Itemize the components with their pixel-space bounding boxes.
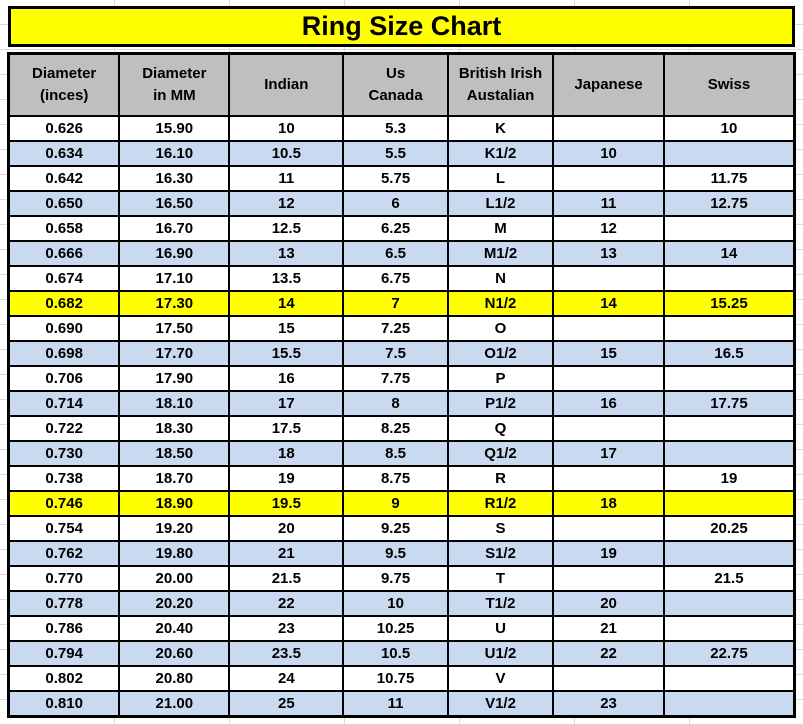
table-row	[9, 541, 795, 566]
table-cell: 11	[553, 191, 664, 216]
table-cell: 15.5	[229, 341, 343, 366]
table-row	[9, 141, 795, 166]
table-cell: 19.5	[229, 491, 343, 516]
table-cell: 0.650	[9, 191, 120, 216]
table-cell: 14	[664, 241, 795, 266]
table-cell	[553, 166, 664, 191]
table-cell	[553, 116, 664, 141]
table-cell: 15	[229, 316, 343, 341]
table-cell: O1/2	[448, 341, 553, 366]
table-cell: N1/2	[448, 291, 553, 316]
table-cell: 0.746	[9, 491, 120, 516]
table-cell: 0.658	[9, 216, 120, 241]
table-cell: 16.30	[119, 166, 229, 191]
table-cell: 0.770	[9, 566, 120, 591]
table-cell: 17	[553, 441, 664, 466]
table-cell: 10.25	[343, 616, 448, 641]
table-cell: Q	[448, 416, 553, 441]
table-cell: 8.25	[343, 416, 448, 441]
table-cell: 6.5	[343, 241, 448, 266]
column-header-line: British Irish	[458, 65, 543, 83]
table-cell: 20	[553, 591, 664, 616]
table-row	[9, 691, 795, 717]
table-row	[9, 616, 795, 641]
column-header-line: Swiss	[707, 76, 751, 94]
table-cell: 23	[553, 691, 664, 717]
table-cell	[664, 691, 795, 717]
table-cell: 11	[229, 166, 343, 191]
column-header	[664, 54, 795, 117]
table-cell: 0.778	[9, 591, 120, 616]
table-cell	[664, 591, 795, 616]
table-cell: 20	[229, 516, 343, 541]
table-cell: 18	[553, 491, 664, 516]
table-row	[9, 191, 795, 216]
table-cell: 17.70	[119, 341, 229, 366]
table-cell: 16	[229, 366, 343, 391]
ring-size-table	[7, 52, 796, 718]
table-cell: 5.5	[343, 141, 448, 166]
column-header-line: Diameter	[142, 65, 207, 83]
column-header	[9, 54, 120, 117]
table-cell: 10	[343, 591, 448, 616]
table-cell: 10	[553, 141, 664, 166]
table-cell: 17.10	[119, 266, 229, 291]
column-header-line: Austalian	[466, 87, 535, 104]
table-cell: 9	[343, 491, 448, 516]
table-cell: V	[448, 666, 553, 691]
table-cell: 17	[229, 391, 343, 416]
table-cell: 17.5	[229, 416, 343, 441]
column-header-line: Us	[385, 65, 406, 83]
header-row	[9, 54, 795, 117]
column-header	[553, 54, 664, 117]
table-row	[9, 516, 795, 541]
table-cell: 16	[553, 391, 664, 416]
table-row	[9, 491, 795, 516]
table-cell: 18.90	[119, 491, 229, 516]
table-cell: P	[448, 366, 553, 391]
table-cell: 7	[343, 291, 448, 316]
page-title: Ring Size Chart	[301, 11, 502, 41]
table-cell	[664, 616, 795, 641]
table-cell: 21	[553, 616, 664, 641]
table-row	[9, 441, 795, 466]
column-header-line: Canada	[368, 87, 423, 104]
table-cell: 20.25	[664, 516, 795, 541]
table-cell: 13.5	[229, 266, 343, 291]
table-row	[9, 316, 795, 341]
column-header-line: in MM	[153, 87, 196, 104]
table-cell: R	[448, 466, 553, 491]
table-row	[9, 166, 795, 191]
table-cell: 0.754	[9, 516, 120, 541]
table-cell: 0.674	[9, 266, 120, 291]
table-cell: 8	[343, 391, 448, 416]
table-cell: 0.810	[9, 691, 120, 717]
table-cell: 20.20	[119, 591, 229, 616]
table-cell: 22.75	[664, 641, 795, 666]
table-cell: 18.50	[119, 441, 229, 466]
table-cell: 0.794	[9, 641, 120, 666]
table-cell: 16.10	[119, 141, 229, 166]
table-cell	[664, 666, 795, 691]
table-cell: 0.786	[9, 616, 120, 641]
table-cell: 18.70	[119, 466, 229, 491]
column-header-line: (inces)	[39, 87, 89, 104]
table-cell: 16.70	[119, 216, 229, 241]
column-header-line: Japanese	[574, 76, 643, 94]
table-cell: 7.25	[343, 316, 448, 341]
table-cell: 19.80	[119, 541, 229, 566]
table-cell: 9.25	[343, 516, 448, 541]
table-cell: 0.690	[9, 316, 120, 341]
table-cell: S1/2	[448, 541, 553, 566]
table-cell: M1/2	[448, 241, 553, 266]
table-cell: 7.5	[343, 341, 448, 366]
table-cell	[553, 416, 664, 441]
chart-title-bar	[8, 6, 795, 47]
table-cell: 13	[553, 241, 664, 266]
table-cell: 0.666	[9, 241, 120, 266]
table-cell: 11	[343, 691, 448, 717]
table-row	[9, 641, 795, 666]
table-cell: 25	[229, 691, 343, 717]
table-cell: 6.75	[343, 266, 448, 291]
table-cell	[664, 541, 795, 566]
table-cell: 14	[553, 291, 664, 316]
table-cell: 21	[229, 541, 343, 566]
table-cell: 0.730	[9, 441, 120, 466]
table-cell: 16.5	[664, 341, 795, 366]
table-cell: 20.60	[119, 641, 229, 666]
table-cell: S	[448, 516, 553, 541]
table-row	[9, 466, 795, 491]
table-row	[9, 241, 795, 266]
table-cell: 19	[664, 466, 795, 491]
table-cell: 21.00	[119, 691, 229, 717]
table-cell	[553, 516, 664, 541]
column-header-line: Diameter	[32, 65, 97, 83]
table-cell: 9.75	[343, 566, 448, 591]
table-cell	[553, 566, 664, 591]
table-cell: 23.5	[229, 641, 343, 666]
table-row	[9, 266, 795, 291]
table-cell	[664, 216, 795, 241]
column-header	[229, 54, 343, 117]
table-cell: T1/2	[448, 591, 553, 616]
table-cell: 12.75	[664, 191, 795, 216]
table-cell	[664, 416, 795, 441]
table-row	[9, 291, 795, 316]
table-cell	[664, 316, 795, 341]
table-cell: L1/2	[448, 191, 553, 216]
table-cell: 0.682	[9, 291, 120, 316]
table-cell: 17.30	[119, 291, 229, 316]
table-row	[9, 416, 795, 441]
column-header	[343, 54, 448, 117]
table-row	[9, 591, 795, 616]
table-cell: 18	[229, 441, 343, 466]
table-cell: 19.20	[119, 516, 229, 541]
table-cell: O	[448, 316, 553, 341]
table-cell: 14	[229, 291, 343, 316]
table-cell: N	[448, 266, 553, 291]
table-cell: 7.75	[343, 366, 448, 391]
table-row	[9, 341, 795, 366]
table-cell: 17.90	[119, 366, 229, 391]
column-header-line: Indian	[264, 76, 309, 94]
table-cell	[553, 266, 664, 291]
table-cell: Q1/2	[448, 441, 553, 466]
table-cell: U1/2	[448, 641, 553, 666]
table-row	[9, 366, 795, 391]
table-cell: 17.50	[119, 316, 229, 341]
table-row	[9, 116, 795, 141]
table-cell: 0.634	[9, 141, 120, 166]
table-cell: 12.5	[229, 216, 343, 241]
table-cell: 15.90	[119, 116, 229, 141]
table-cell: K1/2	[448, 141, 553, 166]
table-cell: 0.738	[9, 466, 120, 491]
table-cell: 10	[664, 116, 795, 141]
table-cell: 21.5	[664, 566, 795, 591]
table-body	[9, 116, 795, 717]
table-cell: 5.3	[343, 116, 448, 141]
table-cell: 10.75	[343, 666, 448, 691]
table-cell: 15.25	[664, 291, 795, 316]
table-cell: 18.10	[119, 391, 229, 416]
table-cell	[664, 266, 795, 291]
table-cell: 21.5	[229, 566, 343, 591]
table-cell	[664, 441, 795, 466]
table-cell	[664, 141, 795, 166]
table-cell: 6.25	[343, 216, 448, 241]
table-cell: R1/2	[448, 491, 553, 516]
table-cell: 11.75	[664, 166, 795, 191]
table-cell: 12	[229, 191, 343, 216]
table-cell: 0.802	[9, 666, 120, 691]
table-cell	[553, 366, 664, 391]
table-cell: 20.00	[119, 566, 229, 591]
table-cell	[664, 366, 795, 391]
table-cell: 0.698	[9, 341, 120, 366]
table-cell: 0.762	[9, 541, 120, 566]
table-cell: 19	[553, 541, 664, 566]
table-cell: 0.706	[9, 366, 120, 391]
table-cell: 6	[343, 191, 448, 216]
table-cell: 10	[229, 116, 343, 141]
table-cell	[553, 466, 664, 491]
table-row	[9, 216, 795, 241]
table-cell: 0.722	[9, 416, 120, 441]
table-row	[9, 391, 795, 416]
table-cell: V1/2	[448, 691, 553, 717]
table-cell: 12	[553, 216, 664, 241]
table-cell: 19	[229, 466, 343, 491]
table-cell: 22	[229, 591, 343, 616]
table-cell: 8.75	[343, 466, 448, 491]
table-cell	[553, 316, 664, 341]
table-cell: M	[448, 216, 553, 241]
table-cell: 20.40	[119, 616, 229, 641]
table-cell: 20.80	[119, 666, 229, 691]
table-cell: 16.90	[119, 241, 229, 266]
table-cell: 10.5	[343, 641, 448, 666]
table-cell: U	[448, 616, 553, 641]
table-cell: 0.626	[9, 116, 120, 141]
table-cell: 23	[229, 616, 343, 641]
table-cell: 13	[229, 241, 343, 266]
table-cell: 5.75	[343, 166, 448, 191]
table-cell: 17.75	[664, 391, 795, 416]
table-cell: 24	[229, 666, 343, 691]
table-cell: 22	[553, 641, 664, 666]
table-row	[9, 566, 795, 591]
table-cell: P1/2	[448, 391, 553, 416]
table-cell: K	[448, 116, 553, 141]
table-row	[9, 666, 795, 691]
table-cell: 15	[553, 341, 664, 366]
table-cell	[553, 666, 664, 691]
table-cell: 9.5	[343, 541, 448, 566]
table-cell: 16.50	[119, 191, 229, 216]
table-cell: 0.714	[9, 391, 120, 416]
column-header	[448, 54, 553, 117]
table-cell: T	[448, 566, 553, 591]
table-cell: L	[448, 166, 553, 191]
table-cell: 0.642	[9, 166, 120, 191]
column-header	[119, 54, 229, 117]
table-cell: 18.30	[119, 416, 229, 441]
table-cell: 10.5	[229, 141, 343, 166]
table-cell	[664, 491, 795, 516]
table-cell: 8.5	[343, 441, 448, 466]
